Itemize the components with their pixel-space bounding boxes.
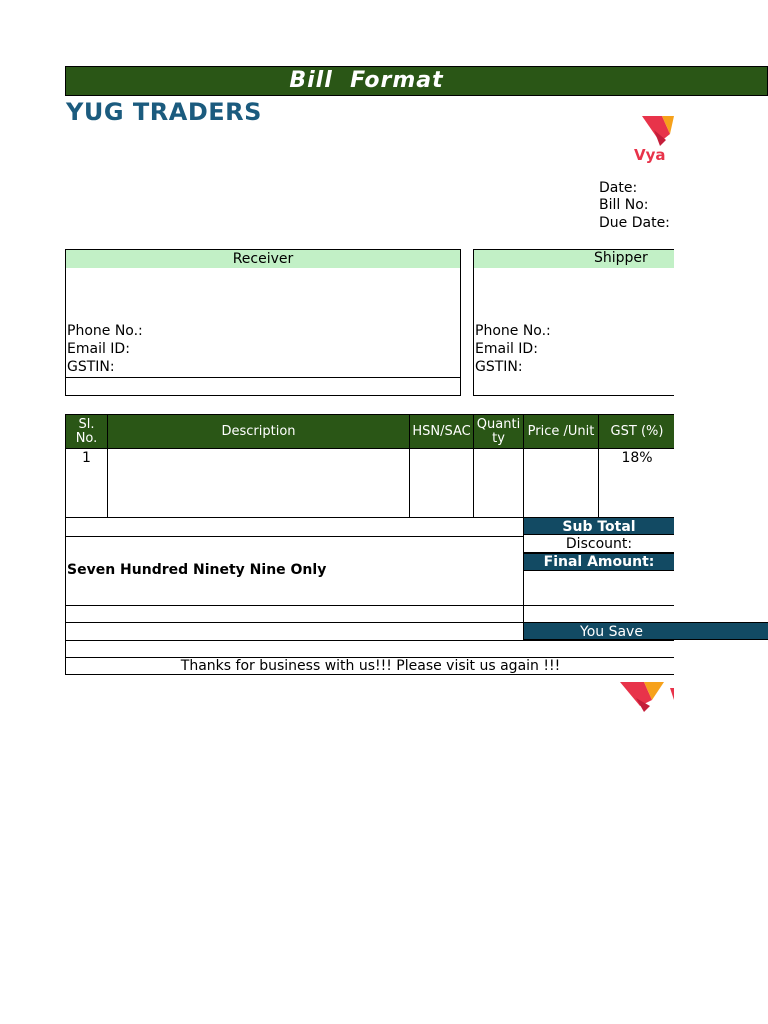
col-hsn-sac: HSN/SAC [410,415,474,448]
row-hsn [410,449,474,517]
amount-in-words: Seven Hundred Ninety Nine Only [67,562,327,578]
due-date-label: Due Date: [599,215,670,231]
shipper-box [473,249,674,396]
discount-label: Discount: [523,535,674,553]
sub-total-label: Sub Total [523,517,674,535]
row-sl: 1 [66,449,108,517]
col-description: Description [108,415,410,448]
you-save-bar [523,622,768,640]
date-label: Date: [599,180,638,196]
shipper-header: Shipper [594,250,648,266]
company-logo [632,112,674,172]
footer-thanks: Thanks for business with us!!! Please visit us again !!! [180,658,561,674]
footer-logo-icon [618,680,674,714]
document-title: Bill Format [289,68,444,93]
receiver-gstin-label: GSTIN: [67,359,115,375]
receiver-phone-label: Phone No.: [67,323,143,339]
row-price [524,449,599,517]
you-save-label: You Save [580,624,643,640]
summary-hline-1 [66,536,524,537]
logo-text: Vya [634,146,666,164]
receiver-email-label: Email ID: [67,341,130,357]
items-table [65,414,674,518]
col-sl-no: Sl. No. [66,415,108,448]
row-gst: 18% [621,450,653,466]
receiver-divider [66,377,460,378]
row-description [108,449,410,517]
final-amount-label: Final Amount: [523,553,674,571]
row-quantity [474,449,524,517]
col-gst: GST (%) [610,423,664,439]
summary-hline-2 [66,605,674,606]
company-name: YUG TRADERS [66,98,262,126]
table-row [66,449,674,517]
shipper-gstin-label: GSTIN: [475,359,523,375]
receiver-header: Receiver [66,250,460,268]
bill-no-label: Bill No: [599,197,649,213]
col-price-unit: Price /Unit [524,415,599,448]
receiver-box [65,249,461,396]
shipper-email-label: Email ID: [475,341,538,357]
shipper-phone-label: Phone No.: [475,323,551,339]
summary-hline-3 [66,622,524,623]
col-quantity: Quanti ty [474,415,524,448]
table-header [66,415,674,449]
